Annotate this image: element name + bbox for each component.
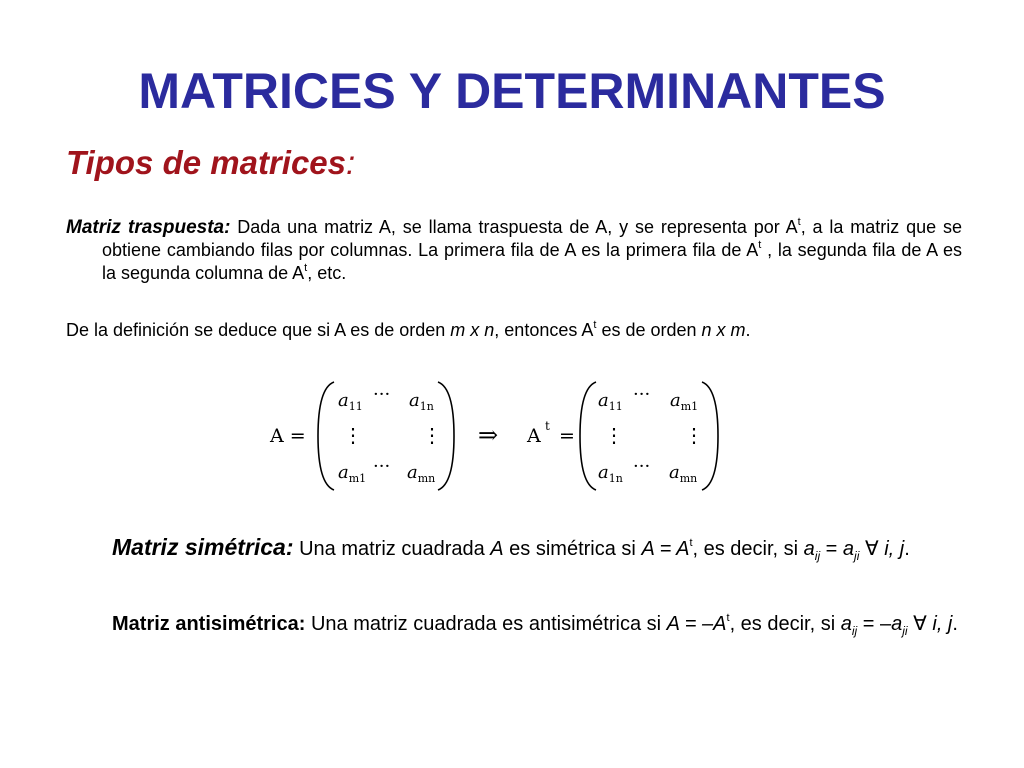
formula-rhs-eq: = [559, 425, 575, 447]
subtitle-colon: : [346, 144, 356, 181]
matrix-a-top-hdots: ··· [373, 384, 391, 405]
simetrica-term: Matriz simétrica: [112, 534, 294, 560]
traspuesta-paragraph [66, 216, 962, 285]
matrix-at-bottom-hdots: ··· [633, 456, 651, 477]
matrix-a-left-vdots: ⋮ [343, 423, 363, 447]
deduccion-text-2: , entonces A [494, 320, 594, 340]
matrix-at-right-bracket [702, 382, 718, 490]
matrix-at-bottom-left: $a_{1n}$ [598, 462, 623, 485]
antisimetrica-a-ji: a [891, 613, 903, 635]
deduccion-text-1: De la definición se deduce que si A es de orden [66, 320, 451, 340]
matrix-a-bottom-left: $a_{m1}$ [338, 462, 367, 485]
deduccion-order-1: m x n [450, 320, 495, 340]
formula-rhs-sup: t [545, 419, 550, 433]
deduccion-text-4: . [745, 320, 751, 340]
deduccion-order-2: n x m [701, 320, 746, 340]
simetrica-text-3: , es decir, si [692, 538, 804, 560]
formula-rhs-base: A [527, 425, 541, 447]
antisimetrica-forall: ∀ [907, 613, 933, 635]
matrix-at-left-bracket [580, 382, 596, 490]
antisimetrica-ij: i, j [932, 613, 953, 635]
simetrica-end: . [904, 538, 910, 560]
formula-lhs: A = [270, 425, 306, 447]
antisimetrica-paragraph [112, 609, 962, 640]
deduccion-paragraph [66, 319, 751, 342]
simetrica-condition: A = A [641, 538, 690, 560]
antisimetrica-text-2: , es decir, si [729, 613, 841, 635]
implies-arrow: ⇒ [478, 421, 499, 449]
antisimetrica-a-ji-sub: ji [902, 624, 908, 638]
simetrica-a-ji: a [842, 538, 855, 560]
matrix-at-top-hdots: ··· [633, 384, 651, 405]
traspuesta-text-2: , a la matriz que se obtiene cambiando filas por columnas. La primera fila de A es la primera fila de A [102, 217, 962, 260]
simetrica-var-a: A [490, 538, 504, 560]
matrix-a-top-right: $a_{1n}$ [409, 390, 434, 413]
matrix-a-bottom-hdots: ··· [373, 456, 391, 477]
deduccion-sup: t [593, 319, 597, 331]
antisimetrica-condition-sup: t [726, 612, 730, 625]
antisimetrica-a-ij: a [840, 613, 852, 635]
matrix-at-right-vdots: ⋮ [684, 423, 704, 447]
section-subtitle [66, 144, 355, 182]
antisimetrica-eq: = – [857, 613, 892, 635]
matrix-at-top-left: $a_{11}$ [598, 390, 623, 413]
matrix-a-right-vdots: ⋮ [422, 423, 442, 447]
matrix-at-top-right: $a_{m1}$ [670, 390, 699, 413]
matrix-a-left-bracket [318, 382, 334, 490]
transpose-formula [262, 370, 742, 500]
matrix-at-left-vdots: ⋮ [604, 423, 624, 447]
simetrica-text-1: Una matriz cuadrada [293, 538, 491, 560]
traspuesta-text-1: Dada una matriz A, se llama traspuesta de A, y se representa por A [230, 217, 798, 237]
matrix-a-top-left: $a_{11}$ [338, 390, 363, 413]
matrix-at-bottom-right: $a_{mn}$ [669, 462, 698, 485]
simetrica-a-ij: a [803, 538, 815, 560]
antisimetrica-a-ij-sub: ij [851, 624, 858, 638]
simetrica-a-ji-sub: ji [854, 549, 860, 563]
simetrica-text-2: es simétrica si [503, 538, 642, 560]
traspuesta-text-3: , la segunda fila de A es la segunda columna de A [102, 240, 962, 283]
simetrica-forall: ∀ [859, 538, 885, 560]
antisimetrica-term: Matriz antisimétrica: [112, 613, 306, 635]
traspuesta-sup-3: t [304, 262, 308, 274]
antisimetrica-text-1: Una matriz cuadrada es antisimétrica si [305, 613, 667, 635]
deduccion-text-3: es de orden [596, 320, 702, 340]
traspuesta-sup-1: t [797, 216, 801, 228]
simetrica-paragraph [112, 532, 962, 565]
simetrica-condition-sup: t [689, 537, 693, 550]
simetrica-a-ij-sub: ij [814, 549, 821, 563]
traspuesta-text-4: , etc. [307, 263, 347, 283]
antisimetrica-end: . [952, 613, 958, 635]
simetrica-ij: i, j [884, 538, 905, 560]
antisimetrica-condition: A = –A [666, 613, 727, 635]
subtitle-text: Tipos de matrices [66, 144, 347, 181]
traspuesta-sup-2: t [758, 239, 762, 251]
simetrica-eq: = [820, 538, 843, 560]
traspuesta-term: Matriz traspuesta: [66, 217, 231, 238]
matrix-a-bottom-right: $a_{mn}$ [407, 462, 436, 485]
page-title: MATRICES Y DETERMINANTES [138, 63, 886, 119]
